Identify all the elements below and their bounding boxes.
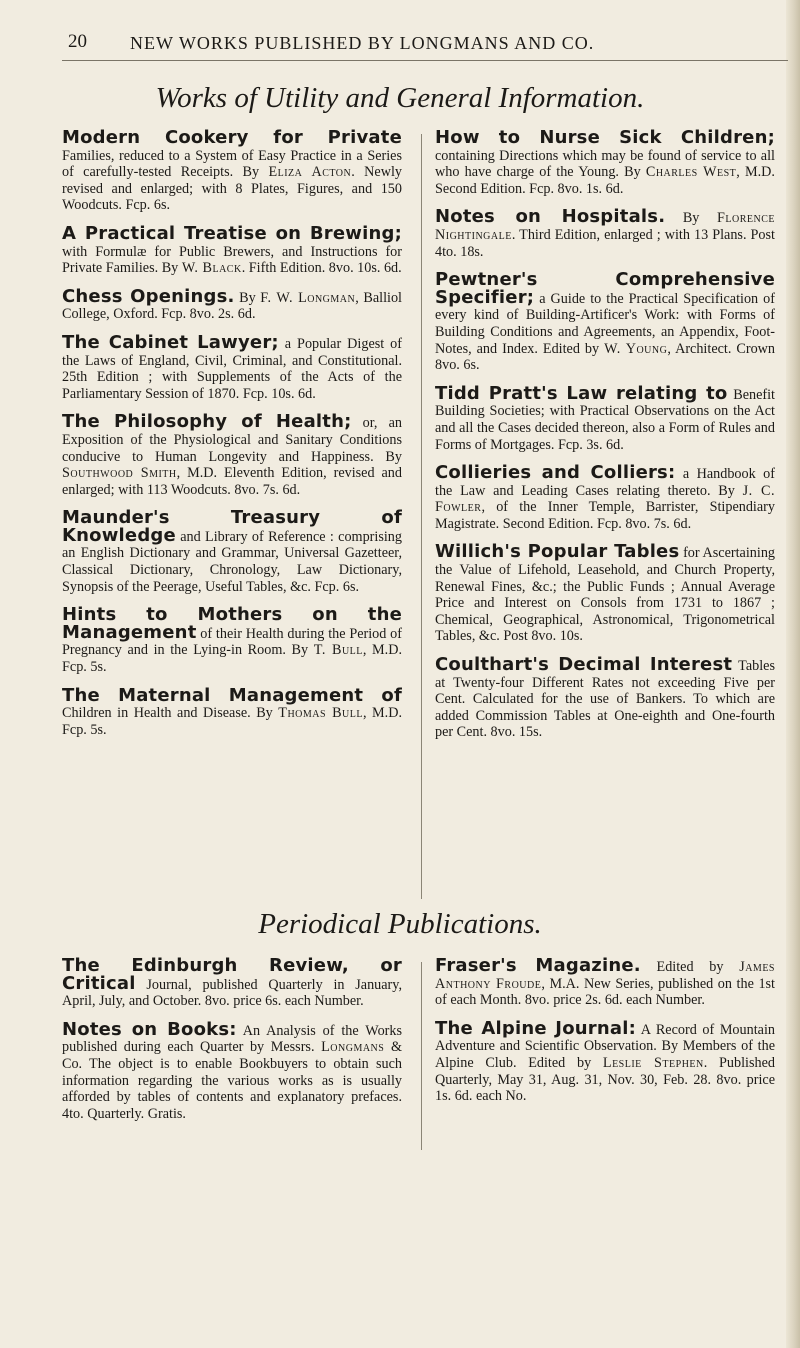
entry-title: Notes on Books: [62, 1018, 237, 1040]
entry-description: for Ascertaining the Value of Lifehold, Leasehold, and Church Property, Renewal Fines, &c.; the Public Funds ; Annual Average Price and Interest on Consols from 1731 to 1867 ; Chemical, Geographical, Astronomical, Trigonometrical Tables, &c. Post 8vo. 10s. [435, 545, 776, 645]
entry-author: J. C. Fowler [435, 482, 776, 516]
entry-description: An Analysis of the Works published during each Quarter by Messrs. [62, 1022, 402, 1056]
entry-author: W. Black [181, 260, 242, 277]
book-entry [62, 285, 402, 323]
book-entry [62, 331, 402, 402]
entry-description: Edited by [640, 959, 740, 975]
entry-description: containing Directions which may be found of service to all who have charge of the Young. By [435, 147, 775, 181]
entry-title: Modern Cookery for Private [62, 127, 402, 148]
book-entry [435, 541, 776, 645]
column-divider-periodicals [421, 962, 422, 1150]
section-title-periodicals: Periodical Publications. [258, 908, 542, 940]
entry-title: Hints to Mothers on the Management [62, 604, 402, 643]
book-entry [435, 269, 775, 374]
page-number: 20 [68, 31, 87, 52]
entry-description: or, an Exposition of the Physiological and Sanitary Conditions conducive to Human Longevity and Happiness. By [62, 415, 403, 465]
entry-description: By [234, 289, 261, 306]
book-entry [62, 604, 403, 676]
running-head: NEW WORKS PUBLISHED BY LONGMANS AND CO. [130, 33, 595, 53]
entry-author: T. Bull [313, 642, 363, 659]
entry-description: Journal, published Quarterly in January, April, July, and October. 8vo. price 6s. each Number. [62, 976, 402, 1010]
entry-description: Families, reduced to a System of Easy Practice in a Series of carefully-tested Receipts. By [62, 147, 402, 181]
book-entry [62, 684, 402, 739]
entry-author: James Anthony Froude [435, 959, 775, 992]
entry-details: , Architect. Crown 8vo. 6s. [435, 340, 775, 374]
entry-title: Tidd Pratt's Law relating to [435, 382, 728, 404]
entry-details: , M.A. New Series, published on the 1st of each Month. 8vo. price 2s. 6d. each Number. [435, 975, 775, 1009]
entry-description: and Library of Reference : comprising an English Dictionary and Grammar, Universal Gazetteer, Classical Dictionary, Chronology, Law Dictionary, Synopsis of the Peerage, Useful Tables, &c. Fcp. 6s. [62, 528, 402, 595]
entry-title: Chess Openings. [62, 285, 235, 307]
book-entry [62, 1018, 402, 1123]
entry-description: A Record of Mountain Adventure and Scientific Observation. By Members of the Alpine Club. Edited by [435, 1021, 775, 1071]
entry-title: Fraser's Magazine. [435, 955, 641, 976]
entry-title: Willich's Popular Tables [435, 541, 680, 563]
book-entry [435, 654, 775, 741]
entry-description: with Formulæ for Public Brewers, and Instructions for Private Families. By [62, 243, 402, 277]
entry-author: Longmans [321, 1039, 385, 1056]
entry-author: Leslie Stephen [602, 1054, 704, 1071]
entry-description: Tables at Twenty-four Different Rates not exceeding Five per Cent. Calculated for the use of Bankers. To which are added Commission Tables at One-eighth and One-fourth per Cent. 8vo. 15s. [435, 658, 775, 741]
entry-details: . Fifth Edition. 8vo. 10s. 6d. [241, 260, 402, 277]
periodical-left-column [62, 955, 402, 1134]
book-entry [435, 127, 775, 197]
entry-description: a Handbook of the Law and Leading Cases relating thereto. By [435, 466, 775, 499]
entry-details: , M.D. Fcp. 5s. [62, 705, 402, 738]
entry-title: The Cabinet Lawyer; [62, 331, 279, 353]
entry-description: of their Health during the Period of Pregnancy and in the Lying-in Room. By [62, 625, 402, 659]
entry-author: Charles West [645, 164, 737, 181]
entry-details: . Newly revised and enlarged; with 8 Plates, Figures, and 150 Woodcuts. Fcp. 6s. [62, 164, 402, 214]
entry-title: The Alpine Journal: [435, 1017, 636, 1039]
entry-title: Collieries and Colliers: [435, 462, 676, 484]
entry-details: & Co. The object is to enable Bookbuyers to obtain such information regarding the various works as is usually afforded by tables of contents and explanatory prefaces. 4to. Quarterly. Gratis. [62, 1039, 402, 1122]
entry-author: Florence Nightingale [435, 210, 775, 243]
section-title-utility: Works of Utility and General Information. [155, 82, 645, 114]
entry-title: A Practical Treatise on Brewing; [62, 222, 402, 244]
entry-title: How to Nurse Sick Children; [435, 127, 775, 148]
entry-title: Coulthart's Decimal Interest [435, 654, 733, 676]
column-divider [421, 134, 422, 899]
entry-title: Maunder's Treasury of Knowledge [62, 507, 402, 546]
book-entry [435, 955, 775, 1009]
book-entry [62, 222, 402, 277]
header-rule [62, 60, 788, 61]
entry-author: F. W. Longman [260, 289, 356, 306]
entry-author: Eliza Acton [268, 164, 352, 181]
periodical-right-column [435, 955, 775, 1117]
entry-title: The Edinburgh Review, or Critical [62, 955, 402, 994]
book-entry [62, 955, 402, 1010]
entry-title: Pewtner's Comprehensive Specifier; [435, 269, 775, 308]
utility-right-column [435, 127, 776, 753]
page-gutter-shadow [786, 0, 800, 1348]
entry-title: Notes on Hospitals. [435, 206, 666, 228]
entry-details: , M.D. Eleventh Edition, revised and enlarged; with 113 Woodcuts. 8vo. 7s. 6d. [62, 465, 402, 498]
book-entry [435, 382, 776, 453]
entry-details: , Balliol College, Oxford. Fcp. 8vo. 2s. 6d. [62, 289, 402, 323]
entry-details: , M.D. Fcp. 5s. [62, 642, 403, 676]
book-entry [435, 206, 775, 260]
entry-details: . Third Edition, enlarged ; with 13 Plans. Post 4to. 18s. [435, 226, 775, 260]
book-entry [435, 462, 776, 532]
entry-author: Southwood Smith [62, 465, 177, 482]
book-entry [62, 127, 402, 214]
utility-left-column [62, 127, 403, 750]
entry-description: a Popular Digest of the Laws of England, Civil, Criminal, and Constitutional. 25th Edition ; with Supplements of the Acts of the Parliamentary Session of 1870. Fcp. 10s. 6d. [62, 335, 402, 402]
entry-description: Children in Health and Disease. By [62, 705, 279, 722]
entry-details: . Published Quarterly, May 31, Aug. 31, Nov. 30, Feb. 28. 8vo. price 1s. 6d. each No. [435, 1054, 775, 1105]
entry-title: The Philosophy of Health; [62, 411, 352, 433]
book-entry [62, 507, 402, 595]
book-entry [435, 1017, 775, 1105]
entry-details: , of the Inner Temple, Barrister, Stipendiary Magistrate. Second Edition. Fcp. 8vo. 7s. 6d. [435, 499, 775, 532]
entry-description: Benefit Building Societies; with Practical Observations on the Act and all the Cases decided thereon, also a Form of Rules and Forms of Mortgages. Fcp. 3s. 6d. [435, 386, 776, 453]
entry-title: The Maternal Management of [62, 684, 402, 706]
book-entry [62, 411, 403, 498]
entry-details: , M.D. Second Edition. Fcp. 8vo. 1s. 6d. [435, 164, 775, 197]
entry-author: Thomas Bull [278, 705, 363, 722]
entry-author: W. Young [604, 340, 668, 357]
entry-description: By [665, 210, 717, 227]
entry-description: a Guide to the Practical Specification of every kind of Building-Artificer's Work: with Forms of Building Conditions and Agreements, an Appendix, Foot-Notes, and Index. Edited by [435, 290, 775, 357]
